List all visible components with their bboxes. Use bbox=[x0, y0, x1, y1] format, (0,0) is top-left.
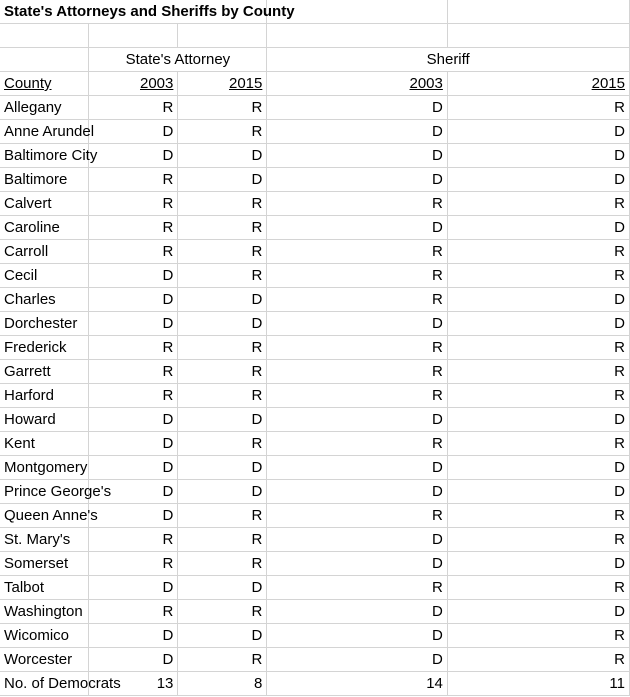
party-cell-sa-2003[interactable]: R bbox=[89, 216, 178, 240]
party-cell-sa-2015[interactable]: R bbox=[178, 360, 267, 384]
county-cell[interactable]: Charles bbox=[0, 288, 89, 312]
party-cell-sh-2015[interactable]: D bbox=[447, 120, 629, 144]
party-cell-sh-2003[interactable]: D bbox=[267, 168, 448, 192]
party-cell-sh-2015[interactable]: D bbox=[447, 216, 629, 240]
table-row bbox=[0, 336, 630, 360]
party-cell-sa-2003[interactable]: D bbox=[89, 504, 178, 528]
cell[interactable] bbox=[267, 24, 448, 48]
party-cell-sh-2003[interactable]: R bbox=[267, 384, 448, 408]
party-cell-sh-2003[interactable]: R bbox=[267, 504, 448, 528]
party-cell-sa-2003[interactable]: R bbox=[89, 552, 178, 576]
table-row bbox=[0, 192, 630, 216]
group-header-sheriff[interactable]: Sheriff bbox=[267, 48, 630, 72]
party-cell-sa-2003[interactable]: D bbox=[89, 408, 178, 432]
party-cell-sa-2003[interactable]: D bbox=[89, 120, 178, 144]
party-cell-sh-2003[interactable]: D bbox=[267, 408, 448, 432]
party-cell-sh-2003[interactable]: D bbox=[267, 144, 448, 168]
party-cell-sa-2015[interactable]: R bbox=[178, 216, 267, 240]
county-cell[interactable]: Somerset bbox=[0, 552, 89, 576]
header-sa-2015-text: 2015 bbox=[228, 75, 263, 92]
party-cell-sa-2003[interactable]: D bbox=[89, 432, 178, 456]
county-cell[interactable]: Frederick bbox=[0, 336, 89, 360]
party-cell-sh-2003[interactable]: R bbox=[267, 240, 448, 264]
party-cell-sh-2003[interactable]: D bbox=[267, 624, 448, 648]
party-cell-sa-2015[interactable]: R bbox=[178, 528, 267, 552]
party-cell-sa-2003[interactable]: R bbox=[89, 168, 178, 192]
table-row bbox=[0, 120, 630, 144]
party-cell-sa-2003[interactable]: D bbox=[89, 624, 178, 648]
table-row bbox=[0, 528, 630, 552]
party-cell-sa-2015[interactable]: R bbox=[178, 336, 267, 360]
totals-label[interactable]: No. of Democrats bbox=[0, 672, 89, 696]
table-row bbox=[0, 360, 630, 384]
table-row bbox=[0, 552, 630, 576]
header-sa-2015[interactable] bbox=[178, 72, 267, 96]
party-cell-sh-2003[interactable]: D bbox=[267, 456, 448, 480]
header-sa-2003[interactable] bbox=[89, 72, 178, 96]
party-cell-sh-2015[interactable]: R bbox=[447, 240, 629, 264]
party-cell-sa-2003[interactable]: R bbox=[89, 336, 178, 360]
party-cell-sh-2015[interactable]: D bbox=[447, 480, 629, 504]
party-cell-sh-2015[interactable]: R bbox=[447, 504, 629, 528]
group-header-row bbox=[0, 48, 630, 72]
party-cell-sa-2003[interactable]: D bbox=[89, 480, 178, 504]
table-row bbox=[0, 576, 630, 600]
party-cell-sh-2003[interactable]: R bbox=[267, 576, 448, 600]
party-cell-sh-2015[interactable]: R bbox=[447, 648, 629, 672]
party-cell-sa-2015[interactable]: R bbox=[178, 192, 267, 216]
county-cell[interactable]: Kent bbox=[0, 432, 89, 456]
party-cell-sh-2015[interactable]: R bbox=[447, 576, 629, 600]
party-cell-sh-2003[interactable]: R bbox=[267, 288, 448, 312]
party-cell-sh-2015[interactable]: D bbox=[447, 144, 629, 168]
party-cell-sh-2015[interactable]: D bbox=[447, 168, 629, 192]
party-cell-sa-2015[interactable]: D bbox=[178, 456, 267, 480]
party-cell-sh-2003[interactable]: D bbox=[267, 312, 448, 336]
party-cell-sh-2015[interactable]: R bbox=[447, 624, 629, 648]
county-cell[interactable]: Wicomico bbox=[0, 624, 89, 648]
party-cell-sh-2003[interactable]: D bbox=[267, 552, 448, 576]
party-cell-sh-2003[interactable]: D bbox=[267, 120, 448, 144]
group-header-states-attorney[interactable]: State's Attorney bbox=[89, 48, 267, 72]
party-cell-sh-2015[interactable]: R bbox=[447, 432, 629, 456]
party-cell-sh-2015[interactable]: R bbox=[447, 96, 629, 120]
county-cell[interactable]: Garrett bbox=[0, 360, 89, 384]
totals-sh-2015[interactable]: 11 bbox=[447, 672, 629, 696]
table-row bbox=[0, 648, 630, 672]
header-sa-2003-text: 2003 bbox=[140, 75, 174, 92]
table-row bbox=[0, 456, 630, 480]
party-cell-sa-2003[interactable]: D bbox=[89, 648, 178, 672]
party-cell-sh-2015[interactable]: R bbox=[447, 528, 629, 552]
county-cell[interactable]: Allegany bbox=[0, 96, 89, 120]
title-row bbox=[0, 0, 630, 24]
table-row bbox=[0, 504, 630, 528]
party-cell-sh-2003[interactable]: R bbox=[267, 192, 448, 216]
county-cell[interactable]: Queen Anne's bbox=[0, 504, 89, 528]
party-cell-sa-2015[interactable]: D bbox=[178, 408, 267, 432]
party-cell-sa-2003[interactable]: R bbox=[89, 600, 178, 624]
party-cell-sa-2015[interactable]: R bbox=[178, 120, 267, 144]
party-cell-sa-2003[interactable]: D bbox=[89, 312, 178, 336]
party-cell-sa-2015[interactable]: D bbox=[178, 480, 267, 504]
party-cell-sh-2015[interactable]: D bbox=[447, 552, 629, 576]
party-cell-sa-2015[interactable]: D bbox=[178, 288, 267, 312]
blank-row bbox=[0, 24, 630, 48]
party-cell-sh-2015[interactable]: D bbox=[447, 600, 629, 624]
party-cell-sa-2003[interactable]: R bbox=[89, 96, 178, 120]
county-cell[interactable]: Washington bbox=[0, 600, 89, 624]
header-sh-2003[interactable] bbox=[267, 72, 448, 96]
party-cell-sh-2003[interactable]: R bbox=[267, 264, 448, 288]
header-sh-2003-text: 2003 bbox=[409, 75, 443, 92]
party-cell-sh-2003[interactable]: D bbox=[267, 216, 448, 240]
county-cell[interactable]: Howard bbox=[0, 408, 89, 432]
county-cell[interactable]: Caroline bbox=[0, 216, 89, 240]
party-cell-sa-2015[interactable]: D bbox=[178, 576, 267, 600]
party-cell-sa-2003[interactable]: D bbox=[89, 576, 178, 600]
table-row bbox=[0, 168, 630, 192]
totals-sa-2003[interactable]: 13 bbox=[89, 672, 178, 696]
county-cell[interactable]: Cecil bbox=[0, 264, 89, 288]
county-cell[interactable]: Carroll bbox=[0, 240, 89, 264]
cell[interactable] bbox=[89, 24, 178, 48]
party-cell-sa-2003[interactable]: D bbox=[89, 288, 178, 312]
party-cell-sa-2015[interactable]: R bbox=[178, 504, 267, 528]
table-row bbox=[0, 144, 630, 168]
party-cell-sh-2003[interactable]: D bbox=[267, 600, 448, 624]
party-cell-sh-2015[interactable]: R bbox=[447, 264, 629, 288]
table-row bbox=[0, 480, 630, 504]
totals-sa-2015[interactable]: 8 bbox=[178, 672, 267, 696]
party-cell-sa-2015[interactable]: R bbox=[178, 96, 267, 120]
party-cell-sh-2003[interactable]: R bbox=[267, 360, 448, 384]
party-cell-sh-2015[interactable]: R bbox=[447, 192, 629, 216]
county-cell[interactable]: Baltimore City bbox=[0, 144, 89, 168]
party-cell-sa-2003[interactable]: R bbox=[89, 240, 178, 264]
party-cell-sa-2015[interactable]: R bbox=[178, 432, 267, 456]
party-cell-sa-2003[interactable]: D bbox=[89, 144, 178, 168]
cell[interactable] bbox=[0, 24, 89, 48]
party-cell-sa-2015[interactable]: R bbox=[178, 384, 267, 408]
totals-sh-2003[interactable]: 14 bbox=[267, 672, 448, 696]
party-cell-sa-2015[interactable]: D bbox=[178, 312, 267, 336]
table-row bbox=[0, 96, 630, 120]
party-cell-sa-2015[interactable]: R bbox=[178, 648, 267, 672]
party-cell-sa-2003[interactable]: D bbox=[89, 456, 178, 480]
party-cell-sh-2015[interactable]: R bbox=[447, 336, 629, 360]
table-row bbox=[0, 600, 630, 624]
party-cell-sh-2015[interactable]: D bbox=[447, 408, 629, 432]
party-cell-sa-2015[interactable]: R bbox=[178, 264, 267, 288]
party-cell-sa-2015[interactable]: R bbox=[178, 600, 267, 624]
party-cell-sh-2003[interactable]: D bbox=[267, 528, 448, 552]
county-cell[interactable]: Anne Arundel bbox=[0, 120, 89, 144]
party-cell-sh-2003[interactable]: D bbox=[267, 480, 448, 504]
totals-row bbox=[0, 672, 630, 696]
party-cell-sh-2015[interactable]: D bbox=[447, 456, 629, 480]
table-row bbox=[0, 432, 630, 456]
table-row bbox=[0, 288, 630, 312]
county-cell[interactable]: Prince George's bbox=[0, 480, 89, 504]
county-cell[interactable]: Baltimore bbox=[0, 168, 89, 192]
cell[interactable] bbox=[0, 48, 89, 72]
table-row bbox=[0, 408, 630, 432]
header-county[interactable]: County bbox=[0, 72, 89, 96]
party-cell-sa-2003[interactable]: D bbox=[89, 264, 178, 288]
party-cell-sh-2003[interactable]: R bbox=[267, 432, 448, 456]
county-cell[interactable]: Dorchester bbox=[0, 312, 89, 336]
party-cell-sh-2015[interactable]: R bbox=[447, 360, 629, 384]
column-header-row bbox=[0, 72, 630, 96]
table-row bbox=[0, 240, 630, 264]
county-cell[interactable]: Montgomery bbox=[0, 456, 89, 480]
county-cell[interactable]: Harford bbox=[0, 384, 89, 408]
party-cell-sa-2015[interactable]: R bbox=[178, 552, 267, 576]
party-cell-sh-2015[interactable]: R bbox=[447, 384, 629, 408]
party-cell-sh-2015[interactable]: D bbox=[447, 288, 629, 312]
party-cell-sh-2003[interactable]: D bbox=[267, 648, 448, 672]
party-cell-sa-2015[interactable]: R bbox=[178, 240, 267, 264]
party-cell-sa-2003[interactable]: R bbox=[89, 360, 178, 384]
table-row bbox=[0, 384, 630, 408]
county-cell[interactable]: Talbot bbox=[0, 576, 89, 600]
party-cell-sa-2003[interactable]: R bbox=[89, 528, 178, 552]
table-row bbox=[0, 216, 630, 240]
party-cell-sh-2003[interactable]: D bbox=[267, 96, 448, 120]
sheet-title[interactable]: State's Attorneys and Sheriffs by County bbox=[0, 0, 267, 24]
party-cell-sh-2015[interactable]: D bbox=[447, 312, 629, 336]
county-cell[interactable]: Calvert bbox=[0, 192, 89, 216]
party-cell-sa-2015[interactable]: D bbox=[178, 168, 267, 192]
party-cell-sa-2003[interactable]: R bbox=[89, 384, 178, 408]
cell[interactable] bbox=[447, 0, 629, 24]
table-row bbox=[0, 624, 630, 648]
county-cell[interactable]: Worcester bbox=[0, 648, 89, 672]
header-sh-2015-text: 2015 bbox=[591, 75, 625, 92]
party-cell-sh-2003[interactable]: R bbox=[267, 336, 448, 360]
party-cell-sa-2015[interactable]: D bbox=[178, 624, 267, 648]
party-cell-sa-2003[interactable]: R bbox=[89, 192, 178, 216]
table-row bbox=[0, 264, 630, 288]
county-cell[interactable]: St. Mary's bbox=[0, 528, 89, 552]
cell[interactable] bbox=[447, 24, 629, 48]
header-sh-2015[interactable] bbox=[447, 72, 629, 96]
table-row bbox=[0, 312, 630, 336]
cell[interactable] bbox=[178, 24, 267, 48]
party-cell-sa-2015[interactable]: D bbox=[178, 144, 267, 168]
